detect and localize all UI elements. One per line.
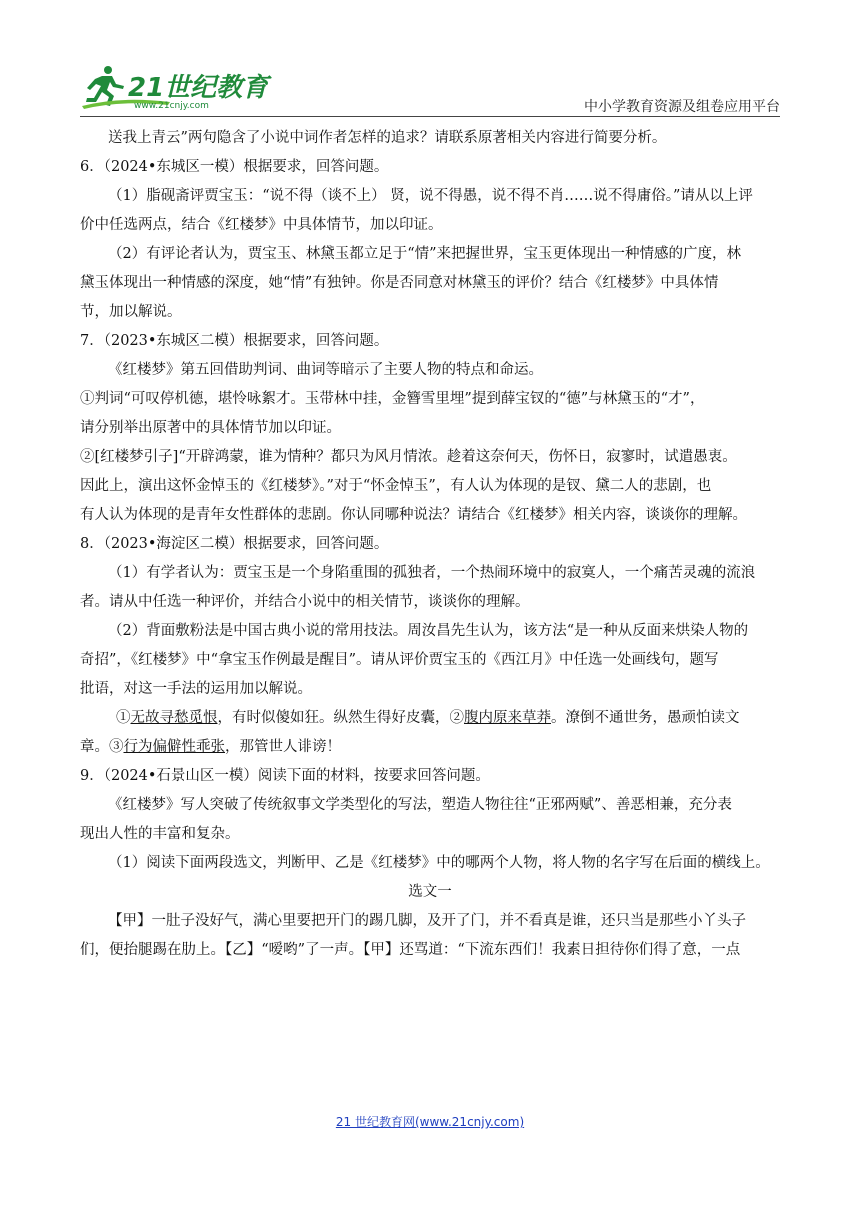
text-run: ，那管世人诽谤！ bbox=[225, 739, 341, 755]
paragraph-line: 们，便抬腿踢在肋上。【乙】“嗳哟”了一声。【甲】还骂道：“下流东西们！我素日担待你们得了意，一点 bbox=[80, 942, 741, 958]
paragraph-line: （1）阅读下面两段选文，判断甲、乙是《红楼梦》中的哪两个人物，将人物的名字写在后面的横线上。 bbox=[108, 855, 770, 871]
page-header bbox=[80, 62, 780, 120]
paragraph-line: 价中任选两点，结合《红楼梦》中具体情节，加以印证。 bbox=[80, 217, 443, 233]
question-9-heading: 9．（2024•石景山区一模）阅读下面的材料，按要求回答问题。 bbox=[80, 768, 490, 784]
section-title: 选文一 bbox=[408, 884, 452, 900]
paragraph-line: （1）脂砚斋评贾宝玉：“说不得（谈不上） 贤，说不得愚，说不得不肖……说不得庸俗。”请从以上评 bbox=[108, 188, 753, 204]
circled-number: ② bbox=[449, 710, 464, 726]
paragraph-line: 现出人性的丰富和复杂。 bbox=[80, 826, 240, 842]
underlined-phrase: 无故寻愁觅恨 bbox=[130, 710, 218, 726]
paragraph-line: 者。请从中任选一种评价，并结合小说中的相关情节，谈谈你的理解。 bbox=[80, 594, 530, 610]
paragraph-line: ②[红楼梦引子]“开辟鸿蒙，谁为情种？都只为风月情浓。趁着这奈何天，伤怀日，寂寥时，试遣愚衷。 bbox=[80, 449, 737, 465]
paragraph-line: 请分别举出原著中的具体情节加以印证。 bbox=[80, 420, 341, 436]
question-7-heading: 7．（2023•东城区二模）根据要求，回答问题。 bbox=[80, 333, 389, 349]
header-divider bbox=[80, 116, 780, 117]
paragraph-line: 【甲】一肚子没好气，满心里要把开门的踢几脚，及开了门，并不看真是谁，还只当是那些小丫头子 bbox=[108, 913, 746, 929]
document-body bbox=[80, 124, 780, 965]
paragraph-line: 奇招”，《红楼梦》中“拿宝玉作例最是醒目”。请从评价贾宝玉的《西江月》中任选一处画线句，题写 bbox=[80, 652, 719, 668]
footer-link[interactable]: 21 世纪教育网(www.21cnjy.com) bbox=[335, 1115, 525, 1129]
underlined-phrase: 行为偏僻性乖张 bbox=[123, 739, 225, 755]
logo bbox=[80, 62, 280, 112]
underlined-phrase: 腹内原来草莽 bbox=[464, 710, 551, 726]
paragraph-line: 因此上，演出这怀金悼玉的《红楼梦》。”对于“怀金悼玉”，有人认为体现的是钗、黛二人的悲剧，也 bbox=[80, 478, 712, 494]
paragraph-line: （2）背面敷粉法是中国古典小说的常用技法。周汝昌先生认为，该方法“是一种从反面来烘染人物的 bbox=[108, 623, 749, 639]
paragraph-line: 送我上青云”两句隐含了小说中词作者怎样的追求？请联系原著相关内容进行简要分析。 bbox=[108, 130, 667, 146]
paragraph-line: 《红楼梦》写人突破了传统叙事文学类型化的写法，塑造人物往往“正邪两赋”、善恶相兼，充分表 bbox=[108, 797, 732, 813]
platform-name: 中小学教育资源及组卷应用平台 bbox=[584, 99, 780, 115]
paragraph-line: （2）有评论者认为，贾宝玉、林黛玉都立足于“情”来把握世界，宝玉更体现出一种情感的广度，林 bbox=[108, 246, 742, 262]
xijiangyue-line-1 bbox=[80, 704, 780, 733]
text-run: 章。 bbox=[80, 739, 109, 755]
paragraph-line: 《红楼梦》第五回借助判词、曲词等暗示了主要人物的特点和命运。 bbox=[108, 362, 543, 378]
question-6-heading: 6．（2024•东城区一模）根据要求，回答问题。 bbox=[80, 159, 389, 175]
logo-text: 21世纪教育 bbox=[128, 73, 269, 103]
logo-url: www.21cnjy.com bbox=[134, 101, 209, 111]
paragraph-line: 黛玉体现出一种情感的深度，她“情”有独钟。你是否同意对林黛玉的评价？结合《红楼梦》中具体情 bbox=[80, 275, 719, 291]
paragraph-line: 批语，对这一手法的运用加以解说。 bbox=[80, 681, 312, 697]
circled-number: ③ bbox=[109, 739, 124, 755]
text-run: ，有时似傻如狂。纵然生得好皮囊， bbox=[217, 710, 450, 726]
paragraph-line: （1）有学者认为：贾宝玉是一个身陷重围的孤独者，一个热闹环境中的寂寞人，一个痛苦灵魂的流浪 bbox=[108, 565, 756, 581]
paragraph-line: ①判词“可叹停机德，堪怜咏絮才。玉带林中挂，金簪雪里埋”提到薛宝钗的“德”与林黛玉的“才”， bbox=[80, 391, 705, 407]
xijiangyue-line-2 bbox=[80, 733, 780, 762]
text-run: 。潦倒不通世务，愚顽怕读文 bbox=[551, 710, 740, 726]
circled-number: ① bbox=[116, 710, 131, 726]
paragraph-line: 有人认为体现的是青年女性群体的悲剧。你认同哪种说法？请结合《红楼梦》相关内容，谈谈你的理解。 bbox=[80, 507, 747, 523]
question-8-heading: 8．（2023•海淀区二模）根据要求，回答问题。 bbox=[80, 536, 389, 552]
paragraph-line: 节，加以解说。 bbox=[80, 304, 182, 320]
